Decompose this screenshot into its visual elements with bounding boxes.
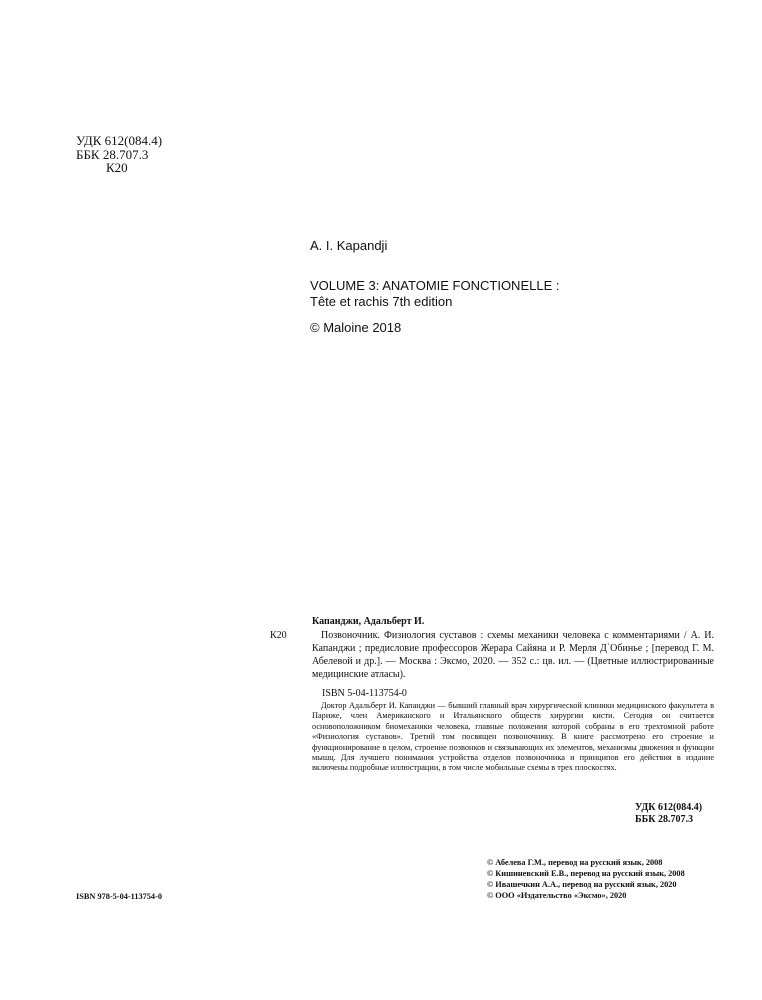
original-title-line1: VOLUME 3: ANATOMIE FONCTIONELLE : bbox=[310, 278, 560, 293]
original-author: A. I. Kapandji bbox=[310, 238, 388, 253]
copyright-line: © ООО «Издательство «Эксмо», 2020 bbox=[487, 891, 627, 900]
copyright-line: © Ивашечкин А.А., перевод на русский язык, 2020 bbox=[487, 880, 677, 889]
copyright-line: © Кишиневский Е.В., перевод на русский язык, 2008 bbox=[487, 869, 685, 878]
udk-code-top: УДК 612(084.4) bbox=[76, 133, 163, 148]
copyright-line: © Абелева Г.М., перевод на русский язык, 2008 bbox=[487, 858, 663, 867]
catalog-description: Позвоночник. Физиология суставов : схемы механики человека с комментариями / А. И. Капанджи ; предисловие профессоров Жерара Сайяна и Р. Мерля Д`Обинье ; [перевод Г. М. Абелевой и др.]. — Москва : Эксмо, 2020. — 352 с.: цв. ил. — (Цветные иллюстрированные медицинские атласы). bbox=[312, 630, 714, 680]
udk-code-bottom: УДК 612(084.4) bbox=[635, 802, 703, 813]
catalog-annotation: Доктор Адальберт И. Капанджи — бывший главный врач хирургической клиники медицинского факультета в Париже, член Американского и Итальянского обществ хирургии кисти. Сегодня он считается основоположником биомеханики человека, главные положения которой собраны в его трехтомной работе «Физиология суставов». Третий том посвящен позвоночнику. В книге рассмотрено его строение и функционирование в целом, строение позвонков и связывающих их элементов, механизмы движения и функции мышц. Для лучшего понимания устройства отделов позвоночника и принципов его действия в издание включены подробные иллюстрации, в том числе мобильные схемы в трех плоскостях. bbox=[312, 701, 714, 773]
bbk-code-bottom: ББК 28.707.3 bbox=[635, 814, 693, 825]
original-title-line2: Tête et rachis 7th edition bbox=[310, 294, 453, 309]
catalog-heading: Капанджи, Адальберт И. bbox=[312, 616, 425, 627]
original-copyright: © Maloine 2018 bbox=[310, 320, 402, 335]
catalog-author-sign: К20 bbox=[270, 630, 287, 641]
catalog-isbn: ISBN 5-04-113754-0 bbox=[322, 688, 407, 699]
isbn-full: ISBN 978-5-04-113754-0 bbox=[76, 892, 162, 901]
bbk-code-top: ББК 28.707.3 bbox=[76, 147, 149, 162]
author-sign-top: К20 bbox=[106, 160, 128, 175]
copyright-list bbox=[487, 857, 685, 901]
